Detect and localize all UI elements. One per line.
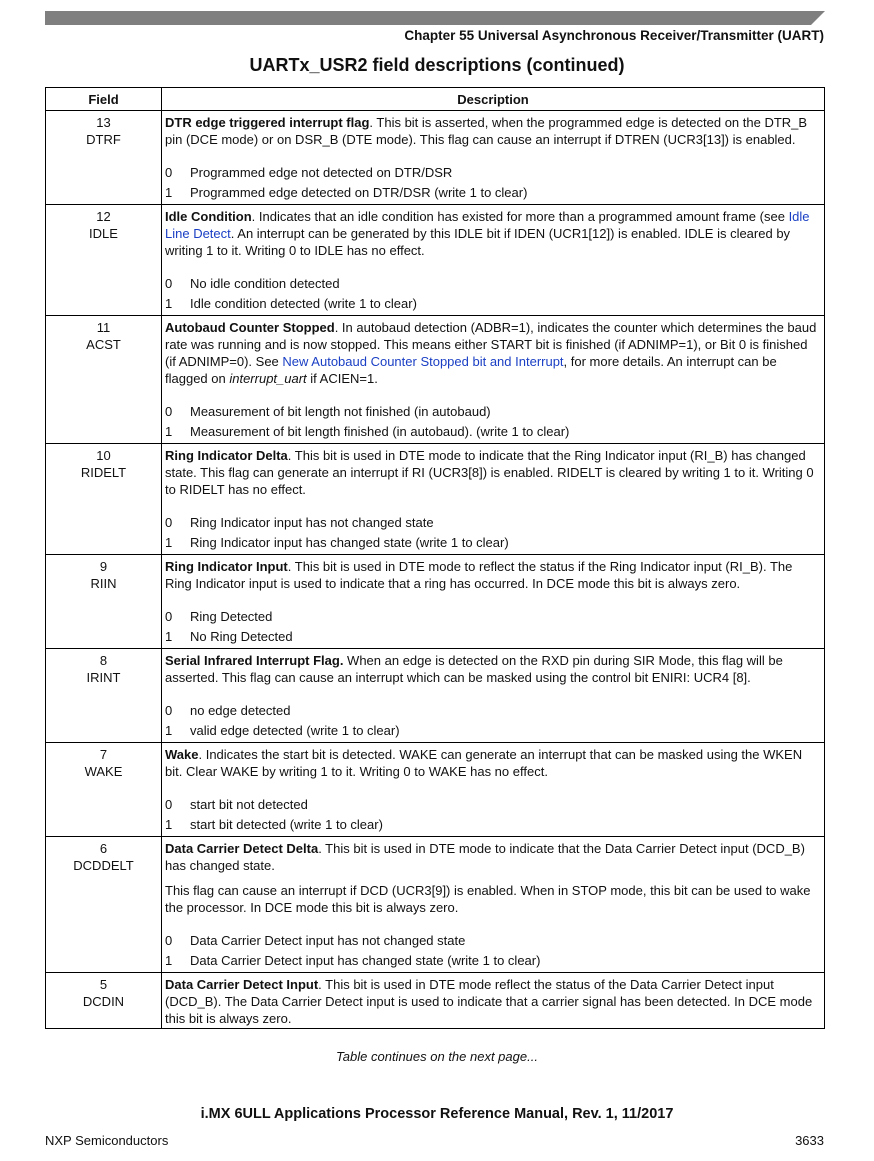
chapter-heading: Chapter 55 Universal Asynchronous Receiver/Transmitter (UART) xyxy=(404,28,824,43)
field-cell xyxy=(46,444,162,555)
description-term: Data Carrier Detect Delta xyxy=(165,841,319,856)
table-row xyxy=(46,649,825,743)
value-list xyxy=(165,401,820,442)
field-name: DTRF xyxy=(86,132,121,147)
value-code: 1 xyxy=(165,817,173,833)
description-cell xyxy=(162,316,825,444)
field-bit: 12 xyxy=(96,209,111,224)
field-descriptions-table xyxy=(45,87,825,1029)
description-text: . In autobaud detection (ADBR=1), indicates the counter which determines the baud rate was running and is now stopped. This means either START bit is finished (if ADNIMP=1), or Bit 0 is finished (if ADNIMP=0). See xyxy=(165,320,817,369)
company-name: NXP Semiconductors xyxy=(45,1133,169,1148)
description-text: . This bit is used in DTE mode reflect the status of the Data Carrier Detect input (DCD_B). The Data Carrier Detect input is used to indicate that a carrier signal has been detected. In DCE mode this bit is always zero. xyxy=(165,977,813,1026)
description-text: . This bit is used in DTE mode to reflect the status if the Ring Indicator input (RI_B). The Ring Indicator input is used to indicate that a ring has occurred. In DCE mode this bit is always zero. xyxy=(165,559,793,591)
table-row xyxy=(46,111,825,205)
description-term: Data Carrier Detect Input xyxy=(165,977,319,992)
value-code: 1 xyxy=(165,185,173,201)
value-text: Data Carrier Detect input has changed state (write 1 to clear) xyxy=(190,953,541,969)
description-paragraph xyxy=(165,840,820,874)
value-text: Programmed edge detected on DTR/DSR (write 1 to clear) xyxy=(190,185,528,201)
description-term: Idle Condition xyxy=(165,209,252,224)
value-list xyxy=(165,700,820,741)
value-code: 0 xyxy=(165,608,173,624)
value-item xyxy=(165,794,820,815)
value-text: Programmed edge not detected on DTR/DSR xyxy=(190,164,453,180)
table-row xyxy=(46,973,825,1029)
description-paragraph xyxy=(165,114,820,148)
value-text: Ring Detected xyxy=(190,608,273,624)
description-text: . This bit is used in DTE mode to indicate that the Ring Indicator input (RI_B) has changed state. This flag can generate an interrupt if RI (UCR3[8]) is enabled. RIDELT is cleared by writing 1 to it. Writing 0 to RIDELT has no effect. xyxy=(165,448,814,497)
field-bit: 9 xyxy=(99,559,108,574)
value-code: 1 xyxy=(165,953,173,969)
description-cell xyxy=(162,973,825,1029)
value-item xyxy=(165,721,820,742)
table-body xyxy=(46,111,825,1029)
table-row xyxy=(46,743,825,837)
value-text: start bit not detected xyxy=(190,796,308,812)
table-row xyxy=(46,444,825,555)
field-name: RIDELT xyxy=(80,465,127,480)
value-text: Data Carrier Detect input has not changed state xyxy=(190,932,466,948)
page-number: 3633 xyxy=(795,1133,824,1148)
value-text: No Ring Detected xyxy=(190,629,293,645)
value-item xyxy=(165,627,820,648)
table-row xyxy=(46,555,825,649)
description-cell xyxy=(162,444,825,555)
value-item xyxy=(165,294,820,315)
description-cell xyxy=(162,111,825,205)
field-bit: 10 xyxy=(96,448,111,463)
value-text: Idle condition detected (write 1 to clear) xyxy=(190,296,417,312)
value-code: 1 xyxy=(165,424,173,440)
value-list xyxy=(165,930,820,971)
description-cell xyxy=(162,743,825,837)
signal-name: interrupt_uart xyxy=(229,371,307,386)
value-item xyxy=(165,700,820,721)
description-term: Autobaud Counter Stopped xyxy=(165,320,335,335)
table-row xyxy=(46,837,825,973)
cross-reference-link[interactable]: New Autobaud Counter Stopped bit and Interrupt xyxy=(282,354,564,369)
value-text: Ring Indicator input has not changed state xyxy=(190,514,434,530)
table-row xyxy=(46,316,825,444)
value-item xyxy=(165,183,820,204)
description-paragraph xyxy=(165,319,820,387)
value-code: 0 xyxy=(165,932,173,948)
description-paragraph xyxy=(165,558,820,592)
description-term: Ring Indicator Delta xyxy=(165,448,288,463)
description-paragraph xyxy=(165,208,820,259)
value-list xyxy=(165,512,820,553)
value-code: 0 xyxy=(165,275,173,291)
value-item xyxy=(165,930,820,951)
field-cell xyxy=(46,837,162,973)
field-name: DCDDELT xyxy=(73,858,134,873)
field-cell xyxy=(46,205,162,316)
field-bit: 8 xyxy=(99,653,108,668)
value-code: 0 xyxy=(165,403,173,419)
field-name: RIIN xyxy=(90,576,117,591)
description-text: if ACIEN=1. xyxy=(306,371,378,386)
value-item xyxy=(165,401,820,422)
description-paragraph xyxy=(165,882,820,916)
description-cell xyxy=(162,649,825,743)
cross-reference-link[interactable]: Idle Line Detect xyxy=(165,209,810,241)
description-term: Wake xyxy=(165,747,199,762)
value-item xyxy=(165,815,820,836)
table-row xyxy=(46,205,825,316)
description-cell xyxy=(162,555,825,649)
value-text: No idle condition detected xyxy=(190,275,340,291)
description-text: , for more details. An interrupt can be flagged on xyxy=(165,354,777,386)
description-text: . An interrupt can be generated by this IDLE bit if IDEN (UCR1[12]) is enabled. IDLE is cleared by writing 1 to it. Writing 0 to IDLE has no effect. xyxy=(165,226,791,258)
field-cell xyxy=(46,973,162,1029)
column-header-field: Field xyxy=(46,88,162,111)
description-paragraph xyxy=(165,652,820,686)
value-list xyxy=(165,162,820,203)
value-list xyxy=(165,606,820,647)
value-text: no edge detected xyxy=(190,702,291,718)
value-list xyxy=(165,794,820,835)
value-item xyxy=(165,512,820,533)
field-name: IRINT xyxy=(86,670,121,685)
description-text: . This bit is used in DTE mode to indicate that the Data Carrier Detect input (DCD_B) has changed state. xyxy=(165,841,805,873)
value-text: start bit detected (write 1 to clear) xyxy=(190,817,383,833)
field-bit: 7 xyxy=(99,747,108,762)
manual-title: i.MX 6ULL Applications Processor Reference Manual, Rev. 1, 11/2017 xyxy=(200,1106,674,1122)
value-code: 0 xyxy=(165,164,173,180)
description-cell xyxy=(162,205,825,316)
field-cell xyxy=(46,743,162,837)
value-code: 1 xyxy=(165,723,173,739)
column-header-description: Description xyxy=(162,88,825,111)
description-text: When an edge is detected on the RXD pin during SIR Mode, this flag will be asserted. This flag can cause an interrupt which can be masked using the control bit ENIRI: UCR4 [8]. xyxy=(165,653,783,685)
field-bit: 13 xyxy=(96,115,111,130)
value-code: 0 xyxy=(165,514,173,530)
field-cell xyxy=(46,111,162,205)
table-title: UARTx_USR2 field descriptions (continued) xyxy=(249,55,625,75)
description-paragraph xyxy=(165,447,820,498)
value-list xyxy=(165,273,820,314)
table-header-row xyxy=(46,88,825,111)
field-name: ACST xyxy=(86,337,121,352)
description-text: . Indicates the start bit is detected. WAKE can generate an interrupt that can be masked using the WKEN bit. Clear WAKE by writing 1 to it. Writing 0 to WAKE has no effect. xyxy=(165,747,803,779)
value-code: 1 xyxy=(165,629,173,645)
description-term: Ring Indicator Input xyxy=(165,559,288,574)
value-item xyxy=(165,273,820,294)
value-item xyxy=(165,162,820,183)
value-text: valid edge detected (write 1 to clear) xyxy=(190,723,400,739)
field-name: DCDIN xyxy=(82,994,125,1009)
value-code: 0 xyxy=(165,796,173,812)
value-text: Ring Indicator input has changed state (write 1 to clear) xyxy=(190,535,509,551)
field-bit: 6 xyxy=(99,841,108,856)
field-name: IDLE xyxy=(89,226,118,241)
description-text: This flag can cause an interrupt if DCD (UCR3[9]) is enabled. When in STOP mode, this bit can be used to wake the processor. In DCE mode this bit is always zero. xyxy=(165,883,811,915)
value-item xyxy=(165,951,820,972)
field-name: WAKE xyxy=(84,764,123,779)
field-cell xyxy=(46,555,162,649)
description-paragraph xyxy=(165,976,820,1027)
value-item xyxy=(165,533,820,554)
field-cell xyxy=(46,316,162,444)
value-item xyxy=(165,422,820,443)
description-term: DTR edge triggered interrupt flag xyxy=(165,115,370,130)
value-code: 1 xyxy=(165,535,173,551)
description-term: Serial Infrared Interrupt Flag. xyxy=(165,653,344,668)
field-bit: 5 xyxy=(99,977,108,992)
field-cell xyxy=(46,649,162,743)
value-code: 0 xyxy=(165,702,173,718)
header-rule xyxy=(45,11,825,25)
value-code: 1 xyxy=(165,296,173,312)
value-text: Measurement of bit length not finished (in autobaud) xyxy=(190,403,491,419)
description-text: . This bit is asserted, when the programmed edge is detected on the DTR_B pin (DCE mode) or on DSR_B (DTE mode). This flag can cause an interrupt if DTREN (UCR3[13]) is enabled. xyxy=(165,115,808,147)
value-item xyxy=(165,606,820,627)
field-bit: 11 xyxy=(96,320,111,335)
table-continues-note: Table continues on the next page... xyxy=(336,1049,538,1064)
description-text: . Indicates that an idle condition has existed for more than a programmed amount frame (see xyxy=(251,209,789,224)
description-cell xyxy=(162,837,825,973)
description-paragraph xyxy=(165,746,820,780)
value-text: Measurement of bit length finished (in autobaud). (write 1 to clear) xyxy=(190,424,570,440)
